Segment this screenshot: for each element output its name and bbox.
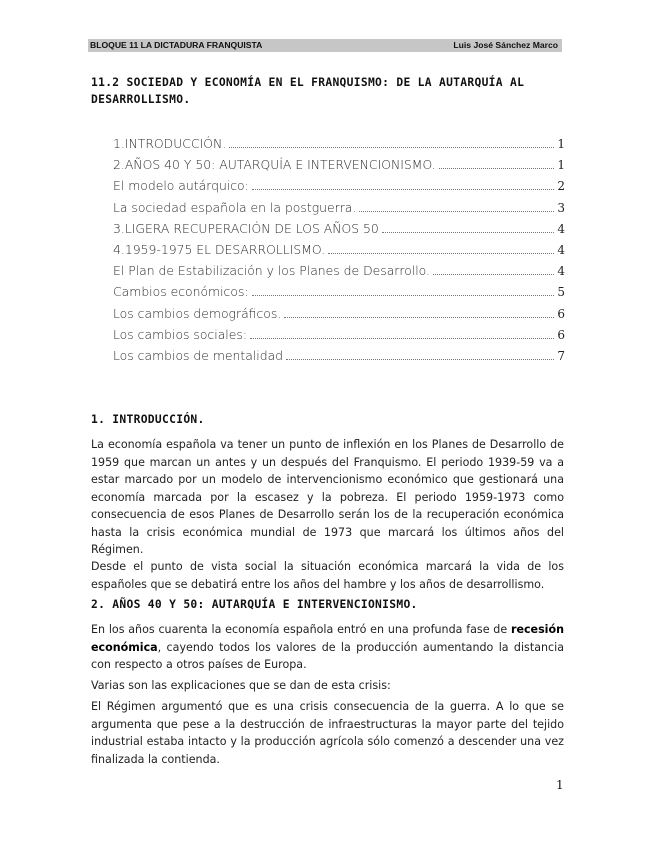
paragraph: Desde el punto de vista social la situación económica marcará la vida de los españoles que se debatirá entre los años del hambre y los años de desarrollismo.	[91, 560, 564, 591]
toc-entry-label: Los cambios sociales:	[113, 326, 247, 342]
toc-leader-dots	[382, 232, 555, 233]
toc-entry-label: Los cambios demográficos.	[113, 305, 282, 321]
toc-leader-dots	[328, 253, 554, 254]
toc-entry-page: 2	[557, 179, 565, 194]
paragraph: Varias son las explicaciones que se dan de esta crisis:	[91, 679, 391, 692]
toc-leader-dots	[286, 359, 554, 360]
toc-leader-dots	[284, 317, 554, 318]
paragraph-text: , cayendo todos los valores de la producción aumentando la distancia con respecto a otros países de Europa.	[91, 640, 564, 671]
toc-entry-label: El modelo autárquico:	[113, 178, 249, 194]
toc-entry-label: Los cambios de mentalidad	[113, 347, 284, 363]
header-author: Luis José Sánchez Marco	[453, 40, 558, 50]
toc-leader-dots	[229, 147, 554, 148]
toc-entry-label: 1.INTRODUCCIÓN.	[113, 136, 227, 151]
toc-entry-page: 6	[557, 306, 565, 321]
section-heading-autarquia: 2. AÑOS 40 Y 50: AUTARQUÍA E INTERVENCIONISMO.	[91, 598, 418, 611]
toc-entry-label: 3.LIGERA RECUPERACIÓN DE LOS AÑOS 50	[113, 220, 379, 236]
toc-entry-page: 5	[557, 285, 565, 300]
toc-entry-label: Cambios económicos:	[113, 284, 249, 300]
toc-entry-page: 4	[557, 264, 565, 279]
toc-entry[interactable]	[113, 242, 565, 263]
toc-entry-label: 2.AÑOS 40 Y 50: AUTARQUÍA E INTERVENCIONISMO.	[113, 157, 436, 173]
toc-entry-page: 4	[557, 221, 565, 236]
running-header	[88, 39, 562, 52]
document-title: 11.2 SOCIEDAD Y ECONOMÍA EN EL FRANQUISMO: DE LA AUTARQUÍA AL DESARROLLISMO.	[91, 76, 525, 106]
toc-entry[interactable]	[113, 327, 565, 348]
toc-entry-page: 1	[557, 158, 565, 173]
toc-entry[interactable]	[113, 178, 565, 199]
toc-entry-label: El Plan de Estabilización y los Planes de Desarrollo.	[113, 263, 430, 279]
paragraph: El Régimen argumentó que es una crisis consecuencia de la guerra. A lo que se argumenta que pese a la destrucción de infraestructuras la mayor parte del tejido industrial estaba intacto y la producción agrícola sólo comenzó a descender una vez finalizada la contienda.	[91, 700, 564, 766]
page-number: 1	[556, 778, 564, 792]
paragraph	[91, 621, 564, 674]
toc-entry[interactable]	[113, 306, 565, 327]
toc-leader-dots	[359, 211, 554, 212]
toc-entry-page: 3	[557, 200, 565, 215]
bold-term: recesión económica	[91, 623, 564, 654]
toc-leader-dots	[433, 274, 554, 275]
toc-leader-dots	[250, 338, 554, 339]
section-heading-introduccion: 1. INTRODUCCIÓN.	[91, 413, 205, 426]
header-block-title: BLOQUE 11 LA DICTADURA FRANQUISTA	[90, 40, 263, 50]
toc-entry-label: 4.1959-1975 EL DESARROLLISMO.	[113, 241, 326, 257]
toc-entry[interactable]	[113, 157, 565, 178]
toc-entry-page: 4	[557, 242, 565, 257]
toc-leader-dots	[252, 295, 555, 296]
paragraph-text: En los años cuarenta la economía española entró en una profunda fase de	[91, 623, 511, 636]
toc-leader-dots	[439, 168, 555, 169]
toc-entry-label: La sociedad española en la postguerra.	[113, 199, 357, 215]
table-of-contents	[113, 136, 565, 369]
toc-entry[interactable]	[113, 263, 565, 284]
toc-leader-dots	[252, 189, 555, 190]
paragraph: La economía española va tener un punto de inflexión en los Planes de Desarrollo de 1959 que marcan un antes y un después del Franquismo. El periodo 1939-59 va a estar marcado por un modelo de intervencionismo económico que gestionará una economía marcada por la escasez y la pobreza. El periodo 1959-1973 como consecuencia de esos Planes de Desarrollo serán los de la recuperación económica hasta la crisis económica mundial de 1973 que marcará los últimos años del Régimen.	[91, 438, 564, 556]
toc-entry-page: 7	[557, 348, 565, 363]
toc-entry[interactable]	[113, 136, 565, 157]
toc-entry[interactable]	[113, 200, 565, 221]
toc-entry[interactable]	[113, 221, 565, 242]
toc-entry-page: 6	[557, 327, 565, 342]
toc-entry[interactable]	[113, 284, 565, 305]
toc-entry[interactable]	[113, 348, 565, 369]
toc-entry-page: 1	[557, 137, 565, 151]
